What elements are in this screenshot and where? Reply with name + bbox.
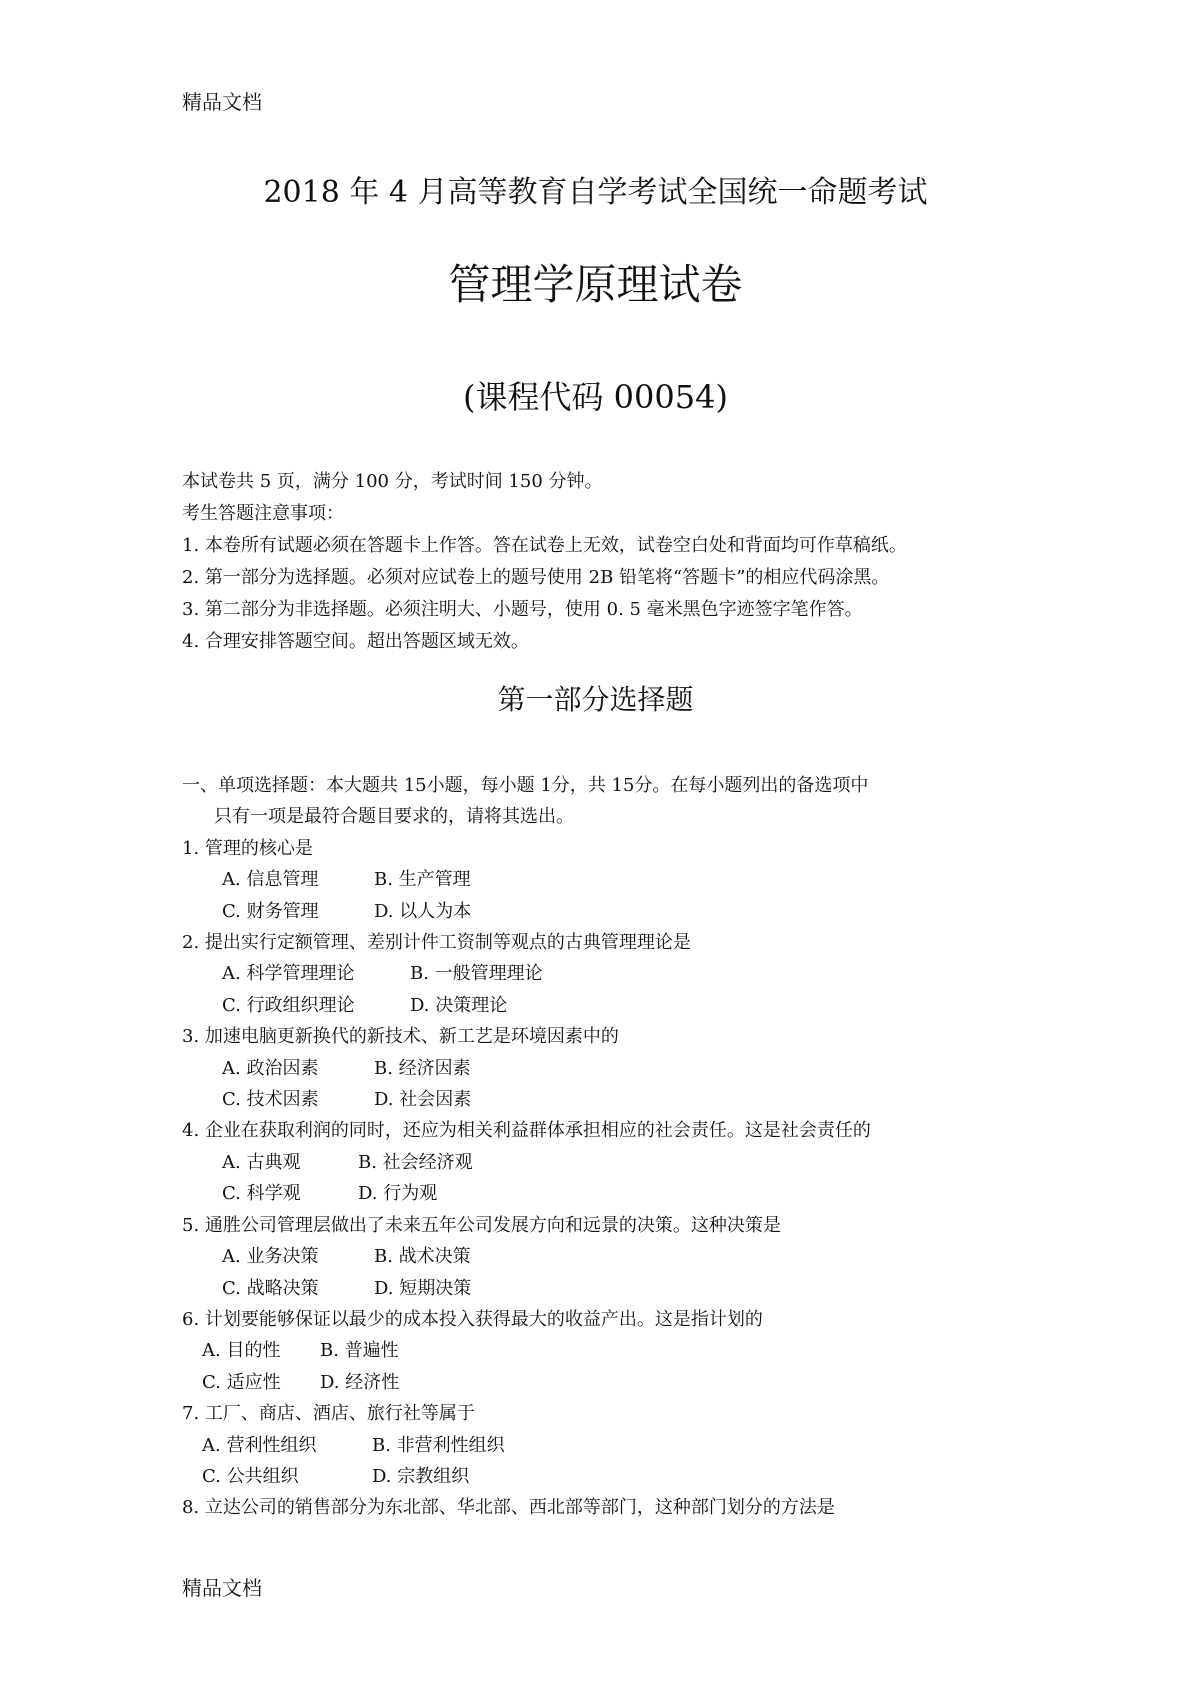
option-row: [182, 1335, 1062, 1366]
option-row: [182, 958, 1062, 989]
question-stem: 2. 提出实行定额管理、差别计件工资制等观点的古典管理理论是: [182, 932, 691, 954]
instruction-item: 3. 第二部分为非选择题。必须注明大、小题号，使用 0. 5 毫米黑色字迹签字笔作答。: [182, 599, 863, 620]
instructions-block: [182, 466, 1042, 658]
option-row: [182, 1273, 1062, 1304]
section-instruction-continued: 只有一项是最符合题目要求的，请将其选出。: [214, 806, 574, 828]
page-footer-tag: 精品文档: [182, 1576, 262, 1600]
option: C. 科学观: [222, 1183, 301, 1205]
option: D. 决策理论: [410, 994, 508, 1016]
option: D. 经济性: [320, 1371, 400, 1393]
option-row: [182, 896, 1062, 927]
option-row: [182, 1367, 1062, 1398]
question-stem: 6. 计划要能够保证以最少的成本投入获得最大的收益产出。这是指计划的: [182, 1308, 763, 1330]
option: D. 社会因素: [374, 1089, 472, 1111]
option: D. 以人为本: [374, 900, 472, 922]
part-one-title: 第一部分选择题: [497, 683, 694, 716]
question-stem: 8. 立达公司的销售部分为东北部、华北部、西北部等部门，这种部门划分的方法是: [182, 1497, 835, 1519]
option: B. 普遍性: [320, 1340, 399, 1362]
option-row: [182, 1053, 1062, 1084]
option: C. 战略决策: [222, 1277, 319, 1299]
instructions-notice-title: 考生答题注意事项：: [182, 503, 344, 524]
instruction-item: 2. 第一部分为选择题。必须对应试卷上的题号使用 2B 铅笔将“答题卡”的相应代码涂黑。: [182, 567, 890, 588]
option: C. 行政组织理论: [222, 994, 355, 1016]
option-row: [182, 1430, 1062, 1461]
option: A. 科学管理理论: [222, 963, 355, 985]
instruction-item: 4. 合理安排答题空间。超出答题区域无效。: [182, 631, 529, 652]
option: B. 战术决策: [374, 1246, 471, 1268]
option: B. 经济因素: [374, 1057, 471, 1079]
option: A. 政治因素: [222, 1057, 319, 1079]
paper-title: 管理学原理试卷: [448, 260, 743, 309]
option-row: [182, 1084, 1062, 1115]
page-header-tag: 精品文档: [182, 90, 262, 114]
option: B. 社会经济观: [358, 1151, 473, 1173]
option: C. 财务管理: [222, 900, 319, 922]
option-row: [182, 1147, 1062, 1178]
option: C. 公共组织: [202, 1465, 299, 1487]
question-stem: 5. 通胜公司管理层做出了未来五年公司发展方向和远景的决策。这种决策是: [182, 1214, 781, 1236]
option: A. 目的性: [202, 1340, 281, 1362]
instruction-item: 1. 本卷所有试题必须在答题卡上作答。答在试卷上无效，试卷空白处和背面均可作草稿纸。: [182, 535, 907, 556]
option: A. 信息管理: [222, 869, 319, 891]
option: D. 宗教组织: [372, 1465, 470, 1487]
question-stem: 1. 管理的核心是: [182, 837, 313, 859]
question-stem: 4. 企业在获取利润的同时，还应为相关利益群体承担相应的社会责任。这是社会责任的: [182, 1120, 871, 1142]
option: C. 适应性: [202, 1371, 281, 1393]
option: B. 非营利性组织: [372, 1434, 505, 1456]
option: B. 生产管理: [374, 869, 471, 891]
option-row: [182, 1178, 1062, 1209]
option: D. 行为观: [358, 1183, 438, 1205]
instructions-summary: 本试卷共 5 页，满分 100 分，考试时间 150 分钟。: [182, 471, 603, 492]
option-row: [182, 1241, 1062, 1272]
option-row: [182, 864, 1062, 895]
option: B. 一般管理理论: [410, 963, 543, 985]
section-instruction: 一、单项选择题：本大题共 15小题，每小题 1分，共 15分。在每小题列出的备选项中: [182, 775, 869, 796]
question-list: [182, 770, 1062, 1524]
course-code: (课程代码 00054): [463, 378, 728, 416]
option-row: [182, 1461, 1062, 1492]
option: C. 技术因素: [222, 1089, 319, 1111]
question-stem: 7. 工厂、商店、酒店、旅行社等属于: [182, 1403, 475, 1425]
exam-heading: 2018 年 4 月高等教育自学考试全国统一命题考试: [263, 175, 928, 210]
option: A. 业务决策: [222, 1246, 319, 1268]
option: A. 营利性组织: [202, 1434, 317, 1456]
option: A. 古典观: [222, 1151, 301, 1173]
option: D. 短期决策: [374, 1277, 472, 1299]
option-row: [182, 990, 1062, 1021]
question-stem: 3. 加速电脑更新换代的新技术、新工艺是环境因素中的: [182, 1026, 619, 1048]
